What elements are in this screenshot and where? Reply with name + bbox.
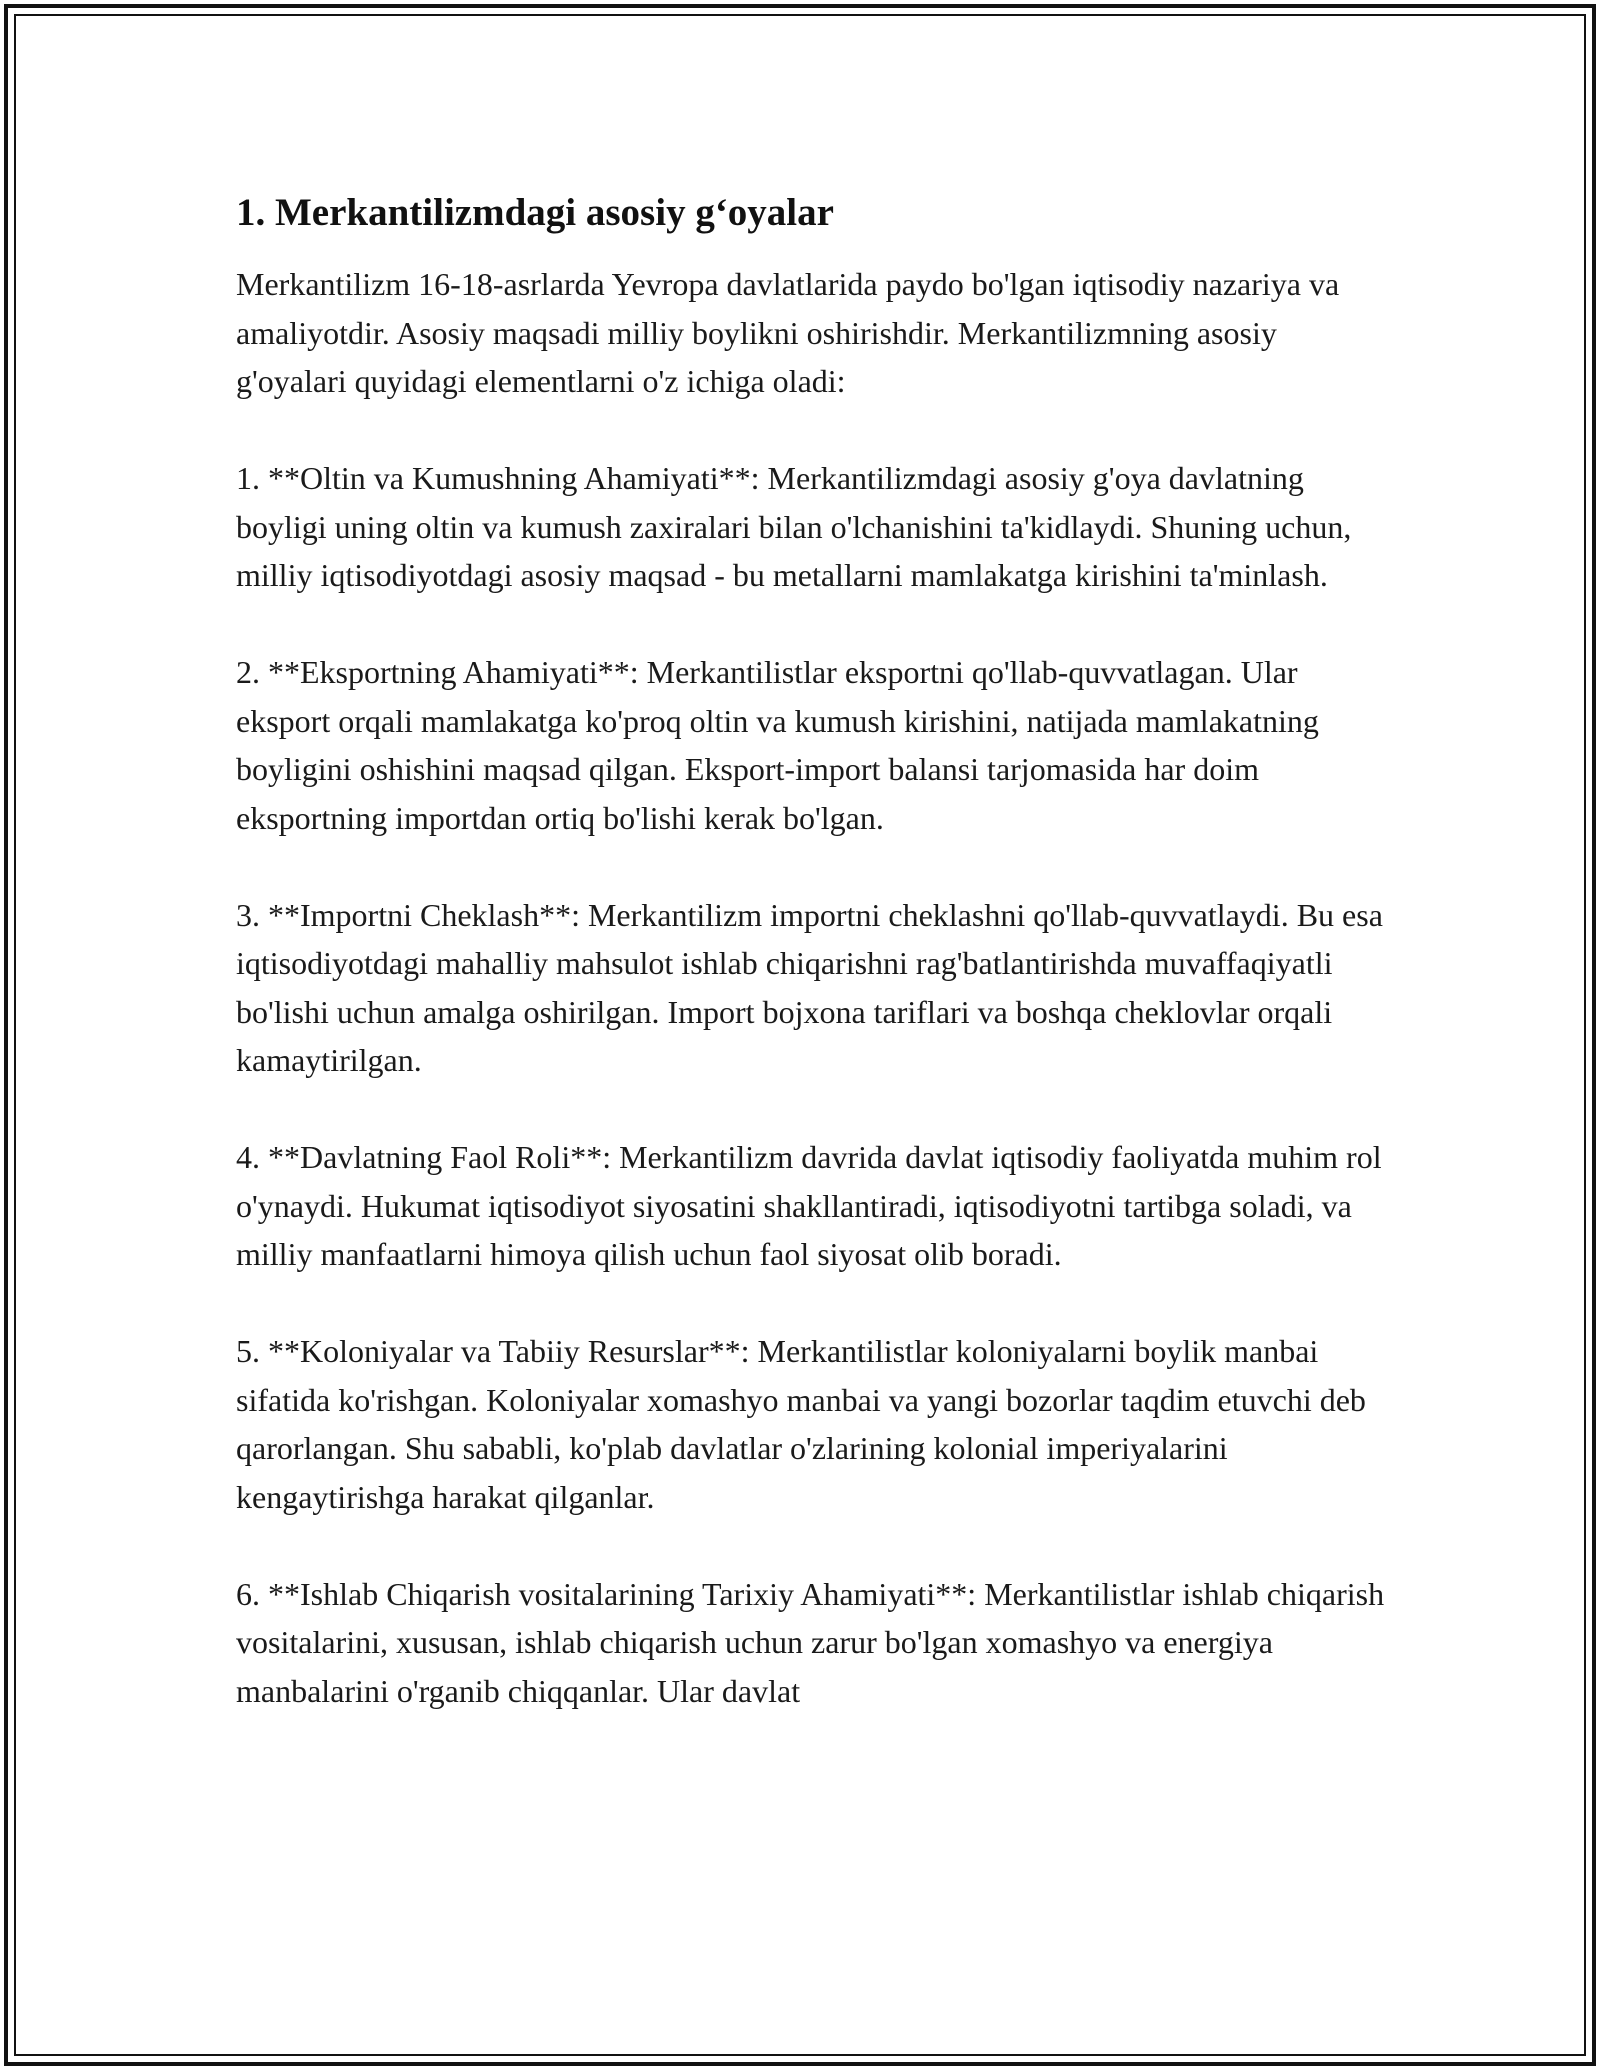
list-item: 1. **Oltin va Kumushning Ahamiyati**: Merkantilizmdagi asosiy g'oya davlatning boyligi uning oltin va kumush zaxiralari bilan o'lchanishini ta'kidlaydi. Shuning uchun, milliy iqtisodiyotdagi asosiy maqsad - bu metallarni mamlakatga kirishini ta'minlash.	[236, 460, 1352, 593]
page-title: 1. Merkantilizmdagi asosiy g‘oyalar	[236, 191, 834, 234]
list-item: 4. **Davlatning Faol Roli**: Merkantilizm davrida davlat iqtisodiy faoliyatda muhim rol o'ynaydi. Hukumat iqtisodiyot siyosatini shakllantiradi, iqtisodiyotni tartibga soladi, va milliy manfaatlarni himoya qilish uchun faol siyosat olib boradi.	[236, 1139, 1382, 1272]
list-item: 5. **Koloniyalar va Tabiiy Resurslar**: Merkantilistlar koloniyalarni boylik manbai sifatida ko'rishgan. Koloniyalar xomashyo manbai va yangi bozorlar taqdim etuvchi deb qarorlangan. Shu sababli, ko'plab davlatlar o'zlarining kolonial imperiyalarini kengaytirishga harakat qilganlar.	[236, 1333, 1366, 1515]
list-item: 2. **Eksportning Ahamiyati**: Merkantilistlar eksportni qo'llab-quvvatlagan. Ular eksport orqali mamlakatga ko'proq oltin va kumush kirishini, natijada mamlakatning boyligini oshishini maqsad qilgan. Eksport-import balansi tarjomasida har doim eksportning importdan ortiq bo'lishi kerak bo'lgan.	[236, 654, 1319, 836]
intro-paragraph: Merkantilizm 16-18-asrlarda Yevropa davlatlarida paydo bo'lgan iqtisodiy nazariya va amaliyotdir. Asosiy maqsadi milliy boylikni oshirishdir. Merkantilizmning asosiy g'oyalari quyidagi elementlarni o'z ichiga oladi:	[236, 266, 1340, 399]
document-body	[236, 188, 1386, 1764]
list-item: 6. **Ishlab Chiqarish vositalarining Tarixiy Ahamiyati**: Merkantilistlar ishlab chiqarish vositalarini, xususan, ishlab chiqarish uchun zarur bo'lgan xomashyo va energiya manbalarini o'rganib chiqqanlar. Ular davlat	[236, 1575, 1385, 1709]
list-item: 3. **Importni Cheklash**: Merkantilizm importni cheklashni qo'llab-quvvatlaydi. Bu esa iqtisodiyotdagi mahalliy mahsulot ishlab chiqarishni rag'batlantirishda muvaffaqiyatli bo'lishi uchun amalga oshirilgan. Import bojxona tariflari va boshqa cheklovlar orqali kamaytirilgan.	[236, 896, 1383, 1078]
